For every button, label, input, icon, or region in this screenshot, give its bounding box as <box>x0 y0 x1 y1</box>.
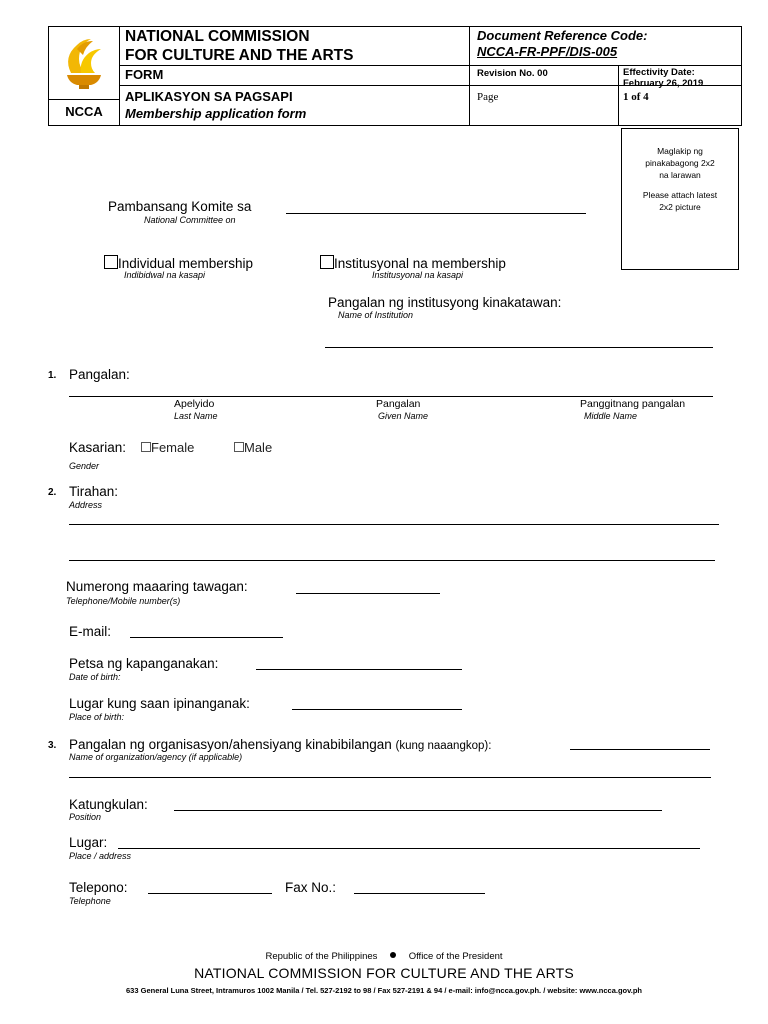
effectivity-date: Effectivity Date: February 26, 2019 <box>623 67 704 89</box>
institution-name-field[interactable] <box>325 347 713 348</box>
given-name-label: Pangalan <box>376 398 421 410</box>
organization-field[interactable] <box>69 777 711 778</box>
address-field-2[interactable] <box>69 560 715 561</box>
page-label: Page <box>477 91 499 103</box>
given-name-sub: Given Name <box>378 411 429 421</box>
org-name: NATIONAL COMMISSION FOR CULTURE AND THE ARTS <box>125 28 354 64</box>
section-3-number: 3. <box>48 740 57 751</box>
address-sub: Address <box>69 500 103 510</box>
telephone-field[interactable] <box>148 893 272 894</box>
fax-label: Fax No.: <box>285 880 337 895</box>
dob-label: Petsa ng kapanganakan: <box>69 656 219 671</box>
institutional-checkbox[interactable] <box>320 255 334 269</box>
name-label: Pangalan: <box>69 367 130 382</box>
section-2-number: 2. <box>48 487 57 498</box>
committee-sub: National Committee on <box>144 215 236 225</box>
fax-field[interactable] <box>354 893 485 894</box>
doc-ref: Document Reference Code: NCCA-FR-PPF/DIS-005 <box>477 28 648 59</box>
telephone-label: Telepono: <box>69 880 128 895</box>
place-sub: Place / address <box>69 851 132 861</box>
pob-field[interactable] <box>292 709 462 710</box>
dob-sub: Date of birth: <box>69 672 121 682</box>
bullet-icon <box>390 952 396 958</box>
middle-name-sub: Middle Name <box>584 411 638 421</box>
section-1-number: 1. <box>48 370 57 381</box>
revision-no: Revision No. 00 <box>477 68 548 79</box>
organization-field-inline[interactable] <box>570 749 710 750</box>
place-label: Lugar: <box>69 835 108 850</box>
ncca-logo-icon <box>57 31 111 95</box>
address-field-1[interactable] <box>69 524 719 525</box>
page-value: 1 of 4 <box>623 91 649 103</box>
individual-sub: Indibidwal na kasapi <box>124 270 206 280</box>
name-field[interactable] <box>69 396 713 397</box>
institutional-sub: Institusyonal na kasapi <box>372 270 464 280</box>
individual-checkbox[interactable] <box>104 255 118 269</box>
last-name-sub: Last Name <box>174 411 218 421</box>
last-name-label: Apelyido <box>174 398 215 410</box>
position-label: Katungkulan: <box>69 797 148 812</box>
pob-label: Lugar kung saan ipinanganak: <box>69 696 250 711</box>
document-header <box>48 26 742 126</box>
committee-label: Pambansang Komite sa <box>108 199 252 214</box>
form-label: FORM <box>125 67 164 82</box>
footer-address: 633 General Luna Street, Intramuros 1002 Manila / Tel. 527-2192 to 98 / Fax 527-2191 & 94 / e-mail: info@ncca.gov.ph. / website: www.ncca.gov.ph <box>126 986 642 995</box>
middle-name-label: Panggitnang pangalan <box>580 398 686 410</box>
email-field[interactable] <box>130 637 283 638</box>
position-field[interactable] <box>174 810 662 811</box>
gender-sub: Gender <box>69 461 100 471</box>
phone-sub: Telephone/Mobile number(s) <box>66 596 181 606</box>
phone-label: Numerong maaaring tawagan: <box>66 579 248 594</box>
male-checkbox[interactable] <box>234 442 244 452</box>
male-option[interactable]: Male <box>234 440 272 455</box>
email-label: E-mail: <box>69 624 112 639</box>
form-title: APLIKASYON SA PAGSAPI Membership application form <box>125 89 307 121</box>
address-label: Tirahan: <box>69 484 119 499</box>
logo-label: NCCA <box>65 104 103 119</box>
telephone-sub: Telephone <box>69 896 111 906</box>
organization-sub: Name of organization/agency (if applicable) <box>69 752 243 762</box>
footer-commission: NATIONAL COMMISSION FOR CULTURE AND THE ARTS <box>194 965 574 981</box>
gender-label: Kasarian: <box>69 440 127 455</box>
position-sub: Position <box>69 812 102 822</box>
committee-field[interactable] <box>286 213 586 214</box>
institutional-membership-option[interactable]: Institusyonal na membership <box>320 255 506 271</box>
dob-field[interactable] <box>256 669 462 670</box>
female-checkbox[interactable] <box>141 442 151 452</box>
place-field[interactable] <box>118 848 700 849</box>
phone-field[interactable] <box>296 593 440 594</box>
institution-name-sub: Name of Institution <box>338 310 414 320</box>
organization-label: Pangalan ng organisasyon/ahensiyang kinabibilangan (kung naaangkop): <box>69 737 492 752</box>
female-option[interactable]: Female <box>141 440 194 455</box>
individual-membership-option[interactable]: Individual membership <box>104 255 253 271</box>
footer-government: Republic of the Philippines Office of the President <box>265 951 503 962</box>
institution-name-label: Pangalan ng institusyong kinakatawan: <box>328 295 562 310</box>
pob-sub: Place of birth: <box>69 712 125 722</box>
photo-box[interactable]: Maglakip ng pinakabagong 2x2 na larawan Please attach latest 2x2 picture <box>621 128 739 270</box>
